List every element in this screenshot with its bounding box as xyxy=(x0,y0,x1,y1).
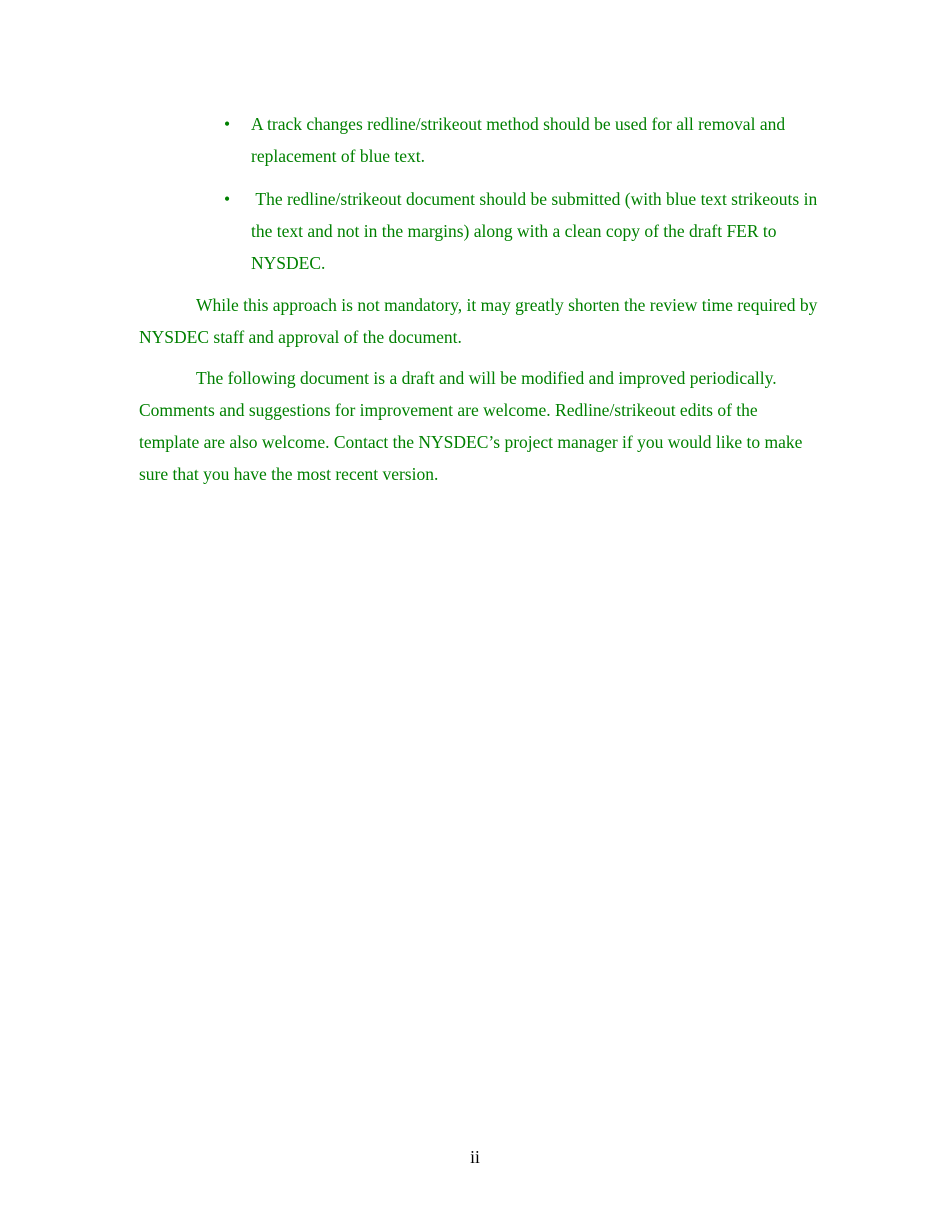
bullet-list xyxy=(224,108,824,290)
bullet-icon: • xyxy=(224,189,231,209)
bullet-text-track-changes: A track changes redline/strikeout method should be used for all removal and replacement of blue text. xyxy=(251,114,786,166)
paragraph-approach: While this approach is not mandatory, it may greatly shorten the review time required by NYSDEC staff and approval of the document. xyxy=(139,295,818,347)
bullet-item xyxy=(224,183,824,279)
bullet-item xyxy=(224,108,824,172)
bullet-icon: • xyxy=(224,114,231,134)
paragraph-draft-notice: The following document is a draft and will be modified and improved periodically. Comments and suggestions for improvement are welcome. Redline/strikeout edits of the template are also welcome. Contact the NYSDEC’s project manager if you would like to make sure that you have the most recent version. xyxy=(139,368,803,484)
bullet-text-submit-redline: The redline/strikeout document should be submitted (with blue text strikeouts in the text and not in the margins) along with a clean copy of the draft FER to NYSDEC. xyxy=(251,189,822,273)
page-number: ii xyxy=(470,1147,480,1167)
